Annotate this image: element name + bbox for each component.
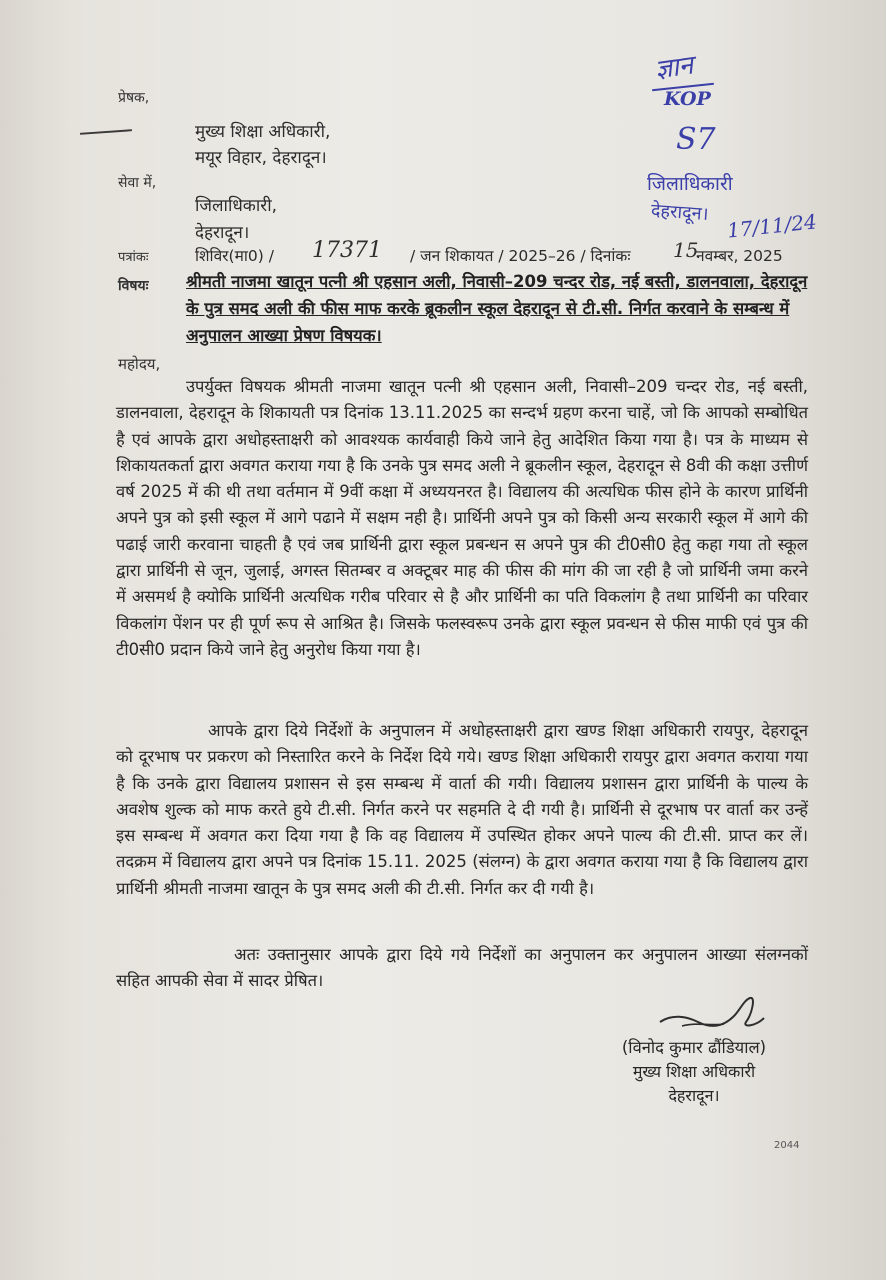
salutation: महोदय, [118,355,161,373]
body-paragraph-3: अतः उक्तानुसार आपके द्वारा दिये गये निर्देशों का अनुपालन कर अनुपालन आख्या संलग्नकों सहित आपकी सेवा में सादर प्रेषित। [116,945,808,991]
handwritten-note-second: KOP [664,88,711,110]
reference-day-handwritten: 15 [673,238,699,262]
body-paragraph-2: आपके द्वारा दिये निर्देशों के अनुपालन में अधोहस्ताक्षरी द्वारा खण्ड शिक्षा अधिकारी रायपुर, देहरादून को दूरभाष पर प्रकरण को निस्तारित करने के निर्देश दिये गये। खण्ड शिक्षा अधिकारी रायपुर द्वारा अवगत कराया गया है कि उनके द्वारा विद्यालय प्रशासन से इस सम्बन्ध में वार्ता की गयी। विद्यालय प्रशासन द्वारा प्रार्थिनी के पाल्य के अवशेष शुल्क को माफ करते हुये टी.सी. निर्गत करने पर सहमति दे दी गयी है। प्रार्थिनी से दूरभाष पर वार्ता कर उन्हें इस सम्बन्ध में अवगत करा दिया गया है कि वह विद्यालय में उपस्थित होकर अपने पाल्य की टी.सी. प्राप्त कर लें। तदक्रम में विद्यालय द्वारा अपने पत्र दिनांक 15.11. 2025 (संलग्न) के द्वारा अवगत कराया गया है कि विद्यालय द्वारा प्रार्थिनी श्रीमती नाजमा खातून के पुत्र समद अली की टी.सी. निर्गत कर दी गयी है। [116,721,808,898]
subject-label: विषयः [118,278,149,294]
handwritten-note-top: ज्ञान [653,50,696,86]
signatory-designation: मुख्य शिक्षा अधिकारी [632,1062,756,1081]
signatory-block [596,1036,792,1108]
sender-line1: मुख्य शिक्षा अधिकारी, [195,122,331,142]
reference-label: पत्रांकः [118,250,149,265]
body-paragraph-1: उपर्युक्त विषयक श्रीमती नाजमा खातून पत्नी श्री एहसान अली, निवासी–209 चन्दर रोड, नई बस्ती, डालनवाला, देहरादून के शिकायती पत्र दिनांक 13.11.2025 का सन्दर्भ ग्रहण करना चाहें, जो कि आपको सम्बोधित है एवं आपके द्वारा अधोहस्ताक्षरी को आवश्यक कार्यवाही किये जाने हेतु आदेशित किया गया है। पत्र के माध्यम से शिकायतकर्ता द्वारा अवगत कराया गया है कि उनके पुत्र समद अली ने ब्रूकलीन स्कूल, देहरादून से 8वी की कक्षा उत्तीर्ण वर्ष 2025 में की थी तथा वर्तमान में 9वीं कक्षा में अध्ययनरत है। विद्यालय की अत्यधिक फीस होने के कारण प्रार्थिनी अपने पुत्र को इसी स्कूल में आगे पढाने में सक्षम नही है। प्रार्थिनी अपने पुत्र को किसी अन्य सरकारी स्कूल में आगे की पढाई जारी करवाना चाहती है एवं जब प्रार्थिनी द्वारा स्कूल प्रबन्धन स अपने पुत्र की टी0सी0 हेतु कहा गया तो स्कूल द्वारा प्रार्थिनी से जून, जुलाई, अगस्त सितम्बर व अक्टूबर माह की फीस की मांग की जा रही है जो प्रार्थिनी जमा करने में असमर्थ है क्योकि प्रार्थिनी अत्यधिक गरीब परिवार से है और प्रार्थिनी का पति विकलांग है तथा प्रार्थिनी का परिवार विकलांग पेंशन पर ही पूर्ण रूप से आश्रित है। जिसके फलस्वरूप उनके द्वारा स्कूल प्रवन्धन से फीस माफी एवं पुत्र की टी0सी0 प्रदान किये जाने हेतु अनुरोध किया गया है। [116,377,808,659]
reference-part3: नवम्बर, 2025 [696,247,783,265]
recipient-line1: जिलाधिकारी, [195,196,278,216]
subject-text: श्रीमती नाजमा खातून पत्नी श्री एहसान अली, निवासी–209 चन्दर रोड, नई बस्ती, डालनवाला, देहरादून के पुत्र समद अली की फीस माफ करके ब्रूकलीन स्कूल देहरादून से टी.सी. निर्गत करवाने के सम्बन्ध में अनुपालन आख्या प्रेषण विषयक। [186,272,808,345]
recipient-label: सेवा में, [118,175,157,191]
reference-part1: शिविर(मा0) / [195,247,274,265]
recipient-line2: देहरादून। [195,223,250,243]
handwritten-note-third: S7 [676,122,716,157]
stamp-line1: जिलाधिकारी [647,173,733,195]
footer-code: 2044 [774,1140,800,1151]
handwritten-date: 17/11/24 [725,209,818,243]
reference-number-handwritten: 17371 [312,238,382,263]
sender-label: प्रेषक, [118,90,150,106]
signatory-place: देहरादून। [668,1086,720,1105]
sender-pen-mark [80,129,132,135]
signatory-name: (विनोद कुमार ढौंडियाल) [621,1038,767,1057]
sender-line2: मयूर विहार, देहरादून। [195,148,327,168]
reference-part2: / जन शिकायत / 2025–26 / दिनांकः [410,247,631,265]
signature [652,992,782,1034]
stamp-line2: देहरादून। [650,200,710,225]
